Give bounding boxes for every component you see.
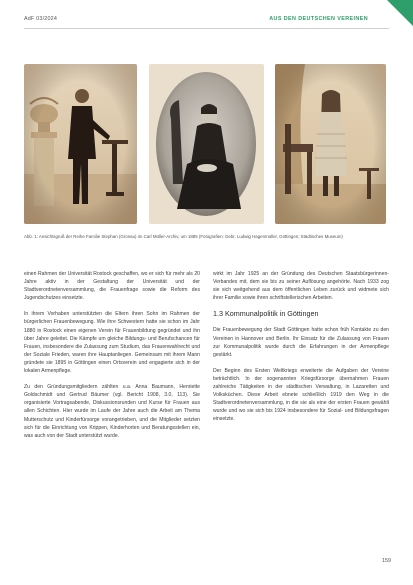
corner-tab — [387, 0, 413, 26]
page-header — [24, 16, 390, 26]
issue-label: AdF 03/2024 — [24, 16, 58, 22]
page-number: 159 — [381, 558, 391, 564]
section-heading: 1.3 Kommunalpolitik in Göttingen — [213, 309, 319, 319]
paragraph: Zu den Gründungsmitgliedern zählten u.a. Anna Baumann, Henriette Goldschmidt und Gertrud Bäumer (vgl. Bericht 1908, 3.0, 113). Sie organisierte Vortragsabende, Diskussionsrunden und Kurse für Frauen aus allen Schichten. Hier wurde im Laufe der Jahre auch die Arbeit am Thema Mutterschutz und Kinderfürsorge vorangetrieben, und die Mitglieder setzten sich für die Einrichtung von Krippen, Kinderhorten und Beratungsstellen ein, was auch von der Stadt unterstützt wurde. — [24, 384, 200, 439]
figure-caption: Abb. 1: Ansichtsgruß der Reihe Familie Stephan (Gronau) im Carl Müller-Archiv, um 1885 (Fotografien: Gebr. Ludwig Hagenmüller, Göttingen; Städtisches Museum) — [24, 234, 343, 239]
column-left — [24, 270, 200, 448]
paragraph: einen Rahmen der Universität Rostock geschaffen, wo er sich für mehr als 20 Jahre aktiv in der Gestaltung der Universität und der Stadtverordnetenversammlung, die Frauenfrage sowie die Reform des Jugendschutzes einsetzte. — [24, 271, 200, 302]
photo-woman-seated-oval — [149, 64, 264, 224]
photo-girl-standing — [275, 64, 386, 224]
header-rule — [24, 28, 389, 29]
paragraph: Der Beginn des Ersten Weltkriegs erweiterte die Aufgaben der Vereine beträchtlich. In der sogenannten Kriegsfürsorge übernahmen Frauen zahlreiche Tätigkeiten in der städtischen Verwaltung, in Lazaretten und Volksküchen. Diese Arbeit ebnete schließlich 1919 den Weg in die Stadtverordnetenversammlung, in die sie als eine der ersten Frauen gewählt wurde und wo sie sich bis 1924 insbesondere für Sozial- und Bildungsfragen einsetzte. — [213, 367, 389, 423]
photo-man-standing — [24, 64, 137, 224]
paragraph: Die Frauenbewegung der Stadt Göttingen hatte schon früh Kontakte zu den Vereinen in Hannover und Berlin. Ihr Einsatz für die Zulassung von Frauen zur Kommunalpolitik wurde durch die Erfahrungen in der Armenpflege gestärkt. — [213, 327, 389, 358]
paragraph: In ihrem Vorhaben unterstützten die Eltern ihren Sohn im Rahmen der bürgerlichen Frauenbewegung. Wie ihre Schwestern hatte sie schon im Jahr 1880 in Rostock einen eigenen Verein für Frauenbildung gegründet und ihn über Jahre geleitet. Die Kämpfe um gleiche Bildungs- und Berufschancen für Frauen, insbesondere die Zulassung zum Studium, das Frauenwahlrecht und der Soziale Frieden, waren ihre Hauptanliegen. Gemeinsam mit ihrem Mann gründete sie 1895 in Göttingen einen Ortsverein und engagierte sich in der lokalen Armenpflege. — [24, 311, 200, 375]
paragraph: wirkt im Jahr 1925 an der Gründung des Deutschen Staatsbürgerinnen-Verbandes mit, dem sie bis zu seiner Auflösung angehörte. Nach 1933 zog sie sich weitgehend aus dem öffentlichen Leben zurück und widmete sich ihrer Familie sowie ihren schriftstellerischen Arbeiten. — [213, 271, 389, 302]
section-label: AUS DEN DEUTSCHEN VEREINEN — [269, 16, 368, 22]
column-right — [213, 270, 389, 432]
